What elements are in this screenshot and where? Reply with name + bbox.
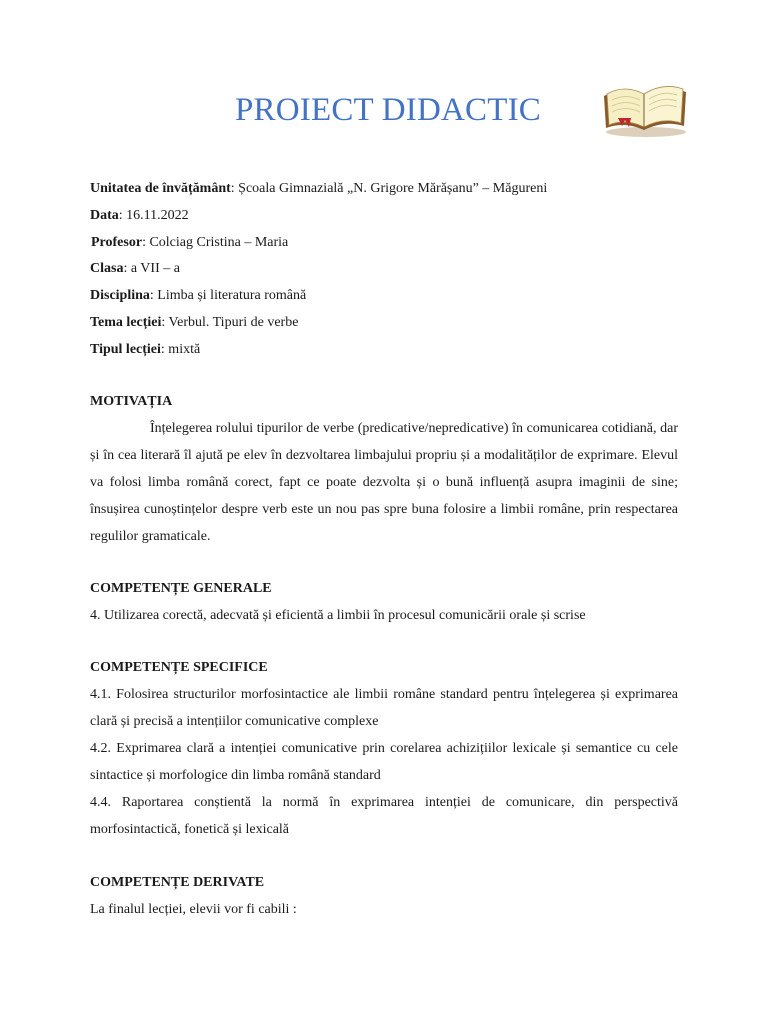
info-class: Clasa: a VII – a <box>90 261 180 277</box>
heading-competente-generale: COMPETENȚE GENERALE <box>90 581 272 596</box>
section-competente-generale <box>90 575 678 629</box>
info-discipline: Disciplina: Limba și literatura română <box>90 288 307 304</box>
competenta-specifica-4-2: 4.2. Exprimarea clară a intenției comunicative prin corelarea achizițiilor lexicale și semantice cu cele sintactice și morfologice din limba română standard <box>90 741 678 783</box>
page-title: PROIECT DIDACTIC <box>235 92 542 128</box>
heading-competente-derivate: COMPETENȚE DERIVATE <box>90 875 265 890</box>
open-book-icon <box>598 74 690 140</box>
section-competente-derivate <box>90 869 678 923</box>
motivatia-text: Înțelegerea rolului tipurilor de verbe (predicative/nepredicative) în comunicarea cotidiană, dar și în cea literară îl ajută pe elev în dezvoltarea limbajului propriu și a modalităților de exprimare. Elevul va folosi limba română corect, fapt ce poate dezvolta și o bună influență asupra imaginii de sine; însușirea cunoștințelor despre verb este un nou pas spre buna folosire a limbii române, prin respectarea regulilor gramaticale. <box>90 421 678 544</box>
info-lesson-topic: Tema lecției: Verbul. Tipuri de verbe <box>90 314 299 330</box>
competente-derivate-intro: La finalul lecției, elevii vor fi cabili : <box>90 902 297 917</box>
section-motivatia <box>90 388 678 550</box>
competenta-specifica-4-4: 4.4. Raportarea conștientă la normă în exprimarea intenției de comunicare, din perspectivă morfosintactică, fonetică și lexicală <box>90 795 678 837</box>
project-info <box>90 176 547 364</box>
section-competente-specifice <box>90 654 678 843</box>
info-date: Data: 16.11.2022 <box>90 207 189 223</box>
info-school: Unitatea de învățământ: Școala Gimnazială „N. Grigore Mărășanu” – Măgureni <box>90 181 548 196</box>
heading-competente-specifice: COMPETENȚE SPECIFICE <box>90 660 268 675</box>
info-teacher: Profesor: Colciag Cristina – Maria <box>91 234 289 250</box>
competenta-generala-4: 4. Utilizarea corectă, adecvată și eficientă a limbii în procesul comunicării orale și scrise <box>90 608 586 623</box>
heading-motivatia: MOTIVAȚIA <box>90 394 173 409</box>
info-lesson-type: Tipul lecției: mixtă <box>90 341 201 357</box>
competenta-specifica-4-1: 4.1. Folosirea structurilor morfosintactice ale limbii române standard pentru înțelegerea și exprimarea clară și precisă a intențiilor comunicative complexe <box>90 687 678 729</box>
